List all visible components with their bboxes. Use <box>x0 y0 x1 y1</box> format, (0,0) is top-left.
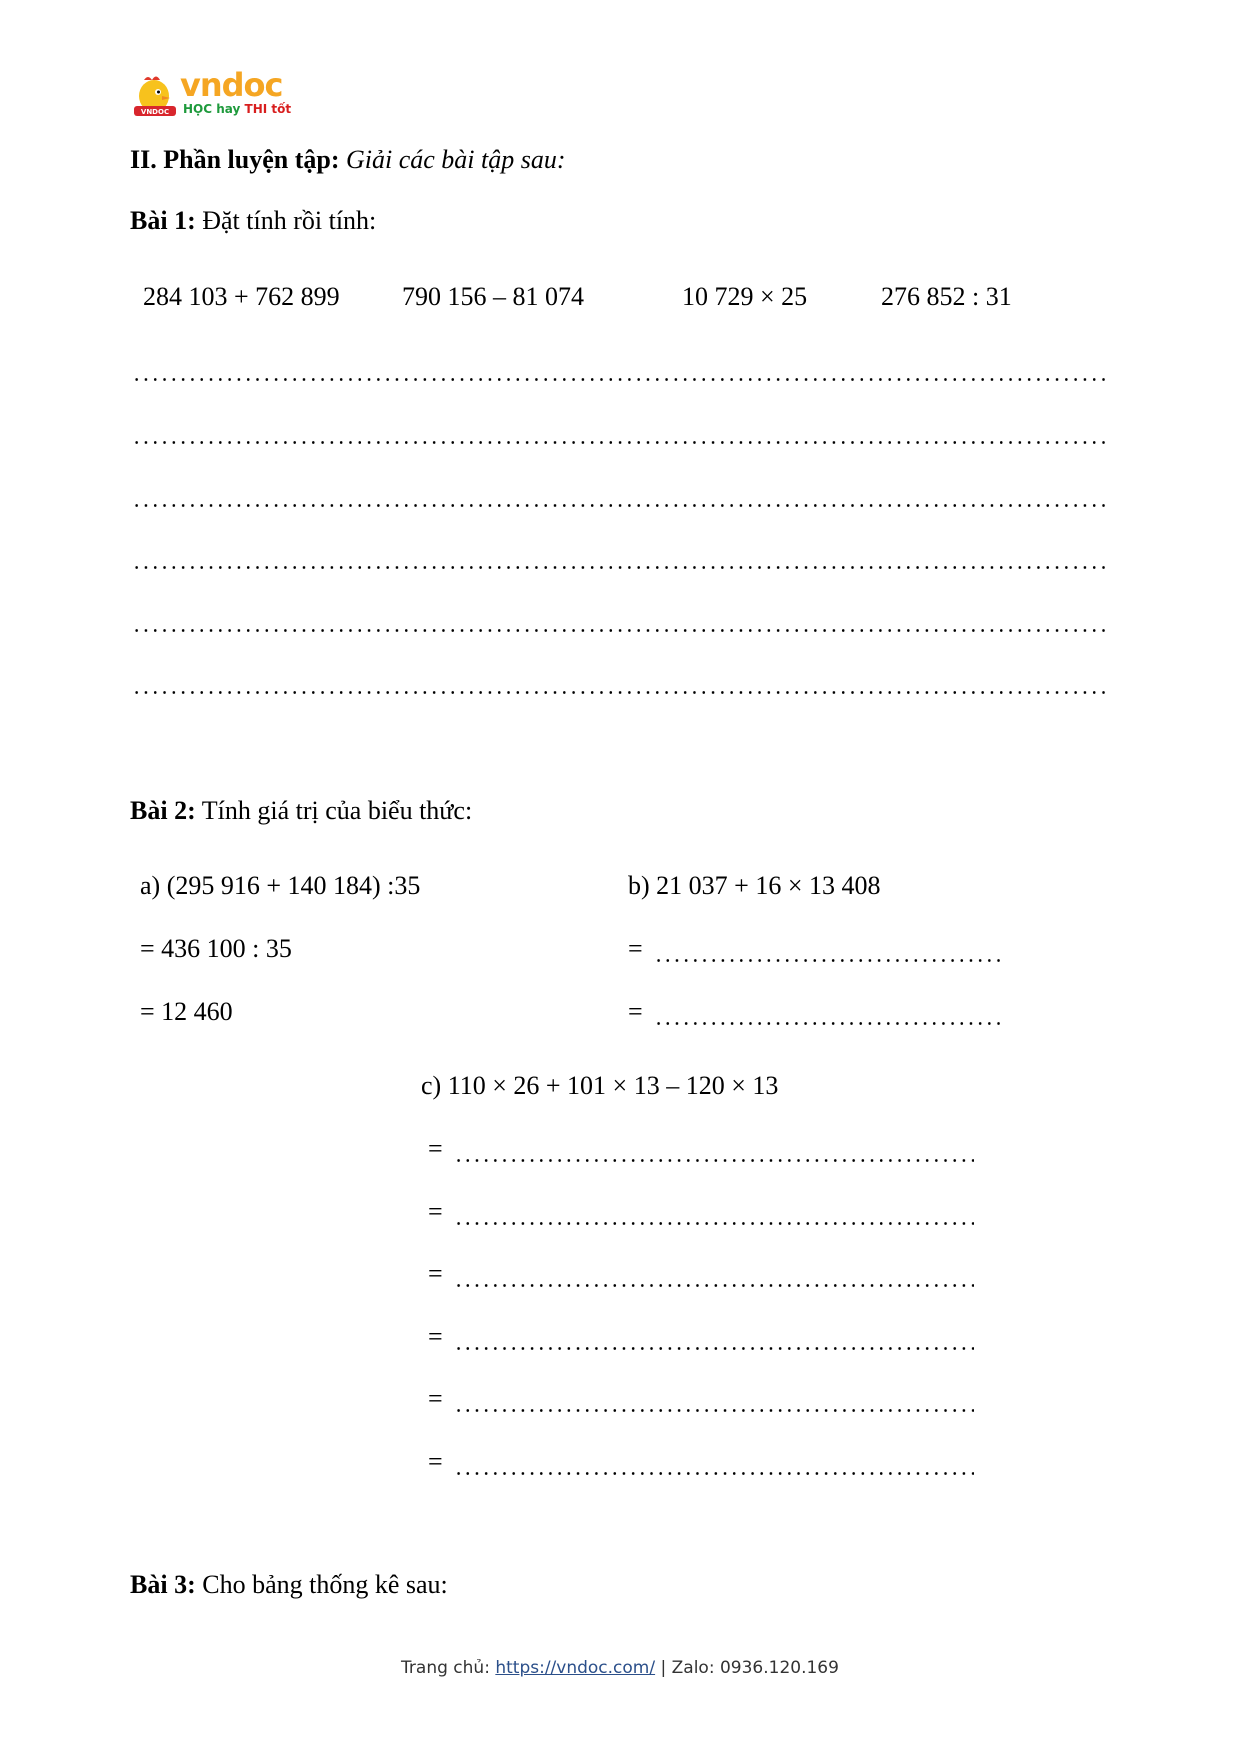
bai2-c-expression: c) 110 × 26 + 101 × 13 – 120 × 13 <box>421 1071 779 1100</box>
bai2-b-expression: b) 21 037 + 16 × 13 408 <box>628 871 881 900</box>
svg-text:VNDOC: VNDOC <box>140 108 170 116</box>
answer-line <box>132 504 1108 508</box>
answer-line <box>132 629 1108 633</box>
logo-tagline: HỌC hay THI tốt <box>183 102 292 116</box>
bai1-prompt: Đặt tính rồi tính: <box>202 206 377 235</box>
footer-home-label: Trang chủ: <box>401 1658 490 1678</box>
bai2-c-step-1: = <box>428 1134 974 1164</box>
answer-blank <box>454 1472 974 1475</box>
bai2-a-step-2: = 12 460 <box>140 997 233 1026</box>
answer-blank <box>454 1159 974 1162</box>
bai2-a-expression: a) (295 916 + 140 184) :35 <box>140 871 421 900</box>
bai2-c-step-2: = <box>428 1197 974 1227</box>
logo-wordmark: vndoc <box>180 66 283 104</box>
bai1-heading <box>130 206 376 236</box>
answer-blank <box>454 1409 974 1412</box>
bai1-problem-4: 276 852 : 31 <box>881 282 1012 311</box>
footer-home-link[interactable]: https://vndoc.com/ <box>495 1658 656 1678</box>
bai2-c-step-4: = <box>428 1322 974 1352</box>
bai2-b-step-1: = <box>628 934 1000 964</box>
footer-separator: | <box>660 1658 667 1678</box>
bai1-label: Bài 1: <box>130 206 196 235</box>
bai2-b-step-2: = <box>628 997 1000 1027</box>
chicken-mascot-icon <box>130 72 180 122</box>
answer-line <box>132 691 1108 695</box>
section-title-bold: II. Phần luyện tập: <box>130 145 340 174</box>
bai2-prompt: Tính giá trị của biểu thức: <box>201 796 473 825</box>
bai2-c-step-6: = <box>428 1447 974 1477</box>
bai1-problem-2: 790 156 – 81 074 <box>402 282 584 311</box>
bai3-label: Bài 3: <box>130 1570 196 1599</box>
bai1-problem-3: 10 729 × 25 <box>682 282 808 311</box>
answer-line <box>132 566 1108 570</box>
answer-blank <box>454 1222 974 1225</box>
bai3-prompt: Cho bảng thống kê sau: <box>202 1570 448 1599</box>
bai2-a-step-1: = 436 100 : 35 <box>140 934 292 963</box>
answer-blank <box>654 959 1000 962</box>
bai1-problem-1: 284 103 + 762 899 <box>143 282 340 311</box>
bai2-c-step-3: = <box>428 1259 974 1289</box>
answer-blank <box>454 1284 974 1287</box>
bai3-heading <box>130 1570 448 1600</box>
bai2-label: Bài 2: <box>130 796 196 825</box>
answer-blank <box>454 1347 974 1350</box>
bai2-c-step-5: = <box>428 1384 974 1414</box>
page-footer <box>0 1658 1240 1678</box>
section-title-italic: Giải các bài tập sau: <box>346 145 566 174</box>
answer-blank <box>654 1022 1000 1025</box>
vndoc-logo <box>130 66 292 122</box>
footer-zalo: Zalo: 0936.120.169 <box>671 1658 839 1678</box>
bai2-heading <box>130 796 472 826</box>
section-title <box>130 145 566 175</box>
answer-line <box>132 441 1108 445</box>
answer-line <box>132 378 1108 382</box>
